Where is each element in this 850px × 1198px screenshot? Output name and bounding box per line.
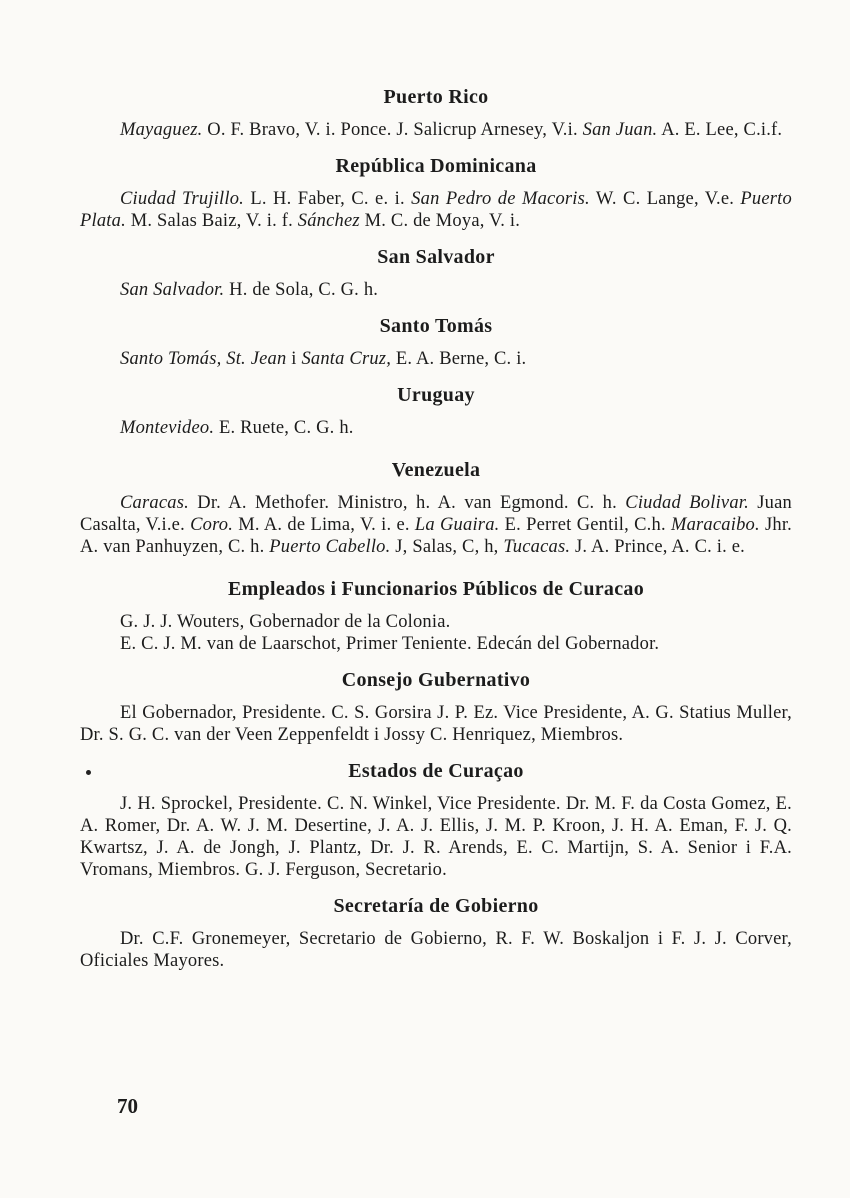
city-name: San Pedro de Macoris. xyxy=(411,189,590,209)
entry-venezuela xyxy=(80,492,792,558)
entry-empleados-edecan: E. C. J. M. van de Laarschot, Primer Teniente. Edecán del Gobernador. xyxy=(120,634,660,654)
entry-text: Dr. A. Methofer. Ministro, h. A. van Egmond. C. h. xyxy=(188,493,626,513)
entry-puerto-rico xyxy=(80,119,792,141)
city-name: Coro. xyxy=(190,515,234,535)
entry-text: W. C. Lange, V.e. xyxy=(589,189,741,209)
entry-secretaria: Dr. C.F. Gronemeyer, Secretario de Gobierno, R. F. W. Boskaljon i F. J. J. Corver, Oficiales Mayores. xyxy=(80,929,792,971)
city-name: Ciudad Trujillo. xyxy=(120,189,244,209)
city-name: La Guaira. xyxy=(414,515,500,535)
entry-text: L. H. Faber, C. e. i. xyxy=(244,189,412,209)
city-name: Santa Cruz, xyxy=(301,349,392,369)
heading-republica-dominicana: República Dominicana xyxy=(335,155,537,177)
entry-text: Jhr. A. van Panhuyzen, C. h. xyxy=(80,515,792,557)
entry-estados: J. H. Sprockel, Presidente. C. N. Winkel, Vice Presidente. Dr. M. F. da Costa Gomez, E. A. Romer, Dr. A. W. J. M. Desertine, J. A. J. Ellis, J. M. P. Kroon, J. H. A. Eman, F. J. Q. Kwartsz, J. A. de Jongh, J. Plantz, Dr. J. R. Arends, E. C. Martijn, S. A. Senior i F.A. Vromans, Miembros. G. J. Ferguson, Secretario. xyxy=(80,794,792,880)
city-name: Montevideo. xyxy=(120,418,215,438)
entry-text: E. A. Berne, C. i. xyxy=(391,349,527,369)
entry-empleados-governor: G. J. J. Wouters, Gobernador de la Colonia. xyxy=(120,612,451,632)
entry-text: H. de Sola, C. G. h. xyxy=(224,280,379,300)
entry-text: M. C. de Moya, V. i. xyxy=(359,211,521,231)
heading-consejo: Consejo Gubernativo xyxy=(341,669,531,691)
entry-text: M. A. de Lima, V. i. e. xyxy=(233,515,415,535)
page-content xyxy=(80,86,792,972)
city-name: Mayaguez. xyxy=(120,120,203,140)
city-name: Puerto Plata. xyxy=(80,189,792,231)
entry-text: i xyxy=(286,349,302,369)
city-name: Maracaibo. xyxy=(670,515,760,535)
entry-santo-tomas xyxy=(80,348,792,370)
heading-puerto-rico: Puerto Rico xyxy=(383,86,489,108)
entry-uruguay xyxy=(80,417,792,439)
heading-venezuela: Venezuela xyxy=(391,459,481,481)
heading-estados: Estados de Curaçao xyxy=(348,760,524,782)
heading-santo-tomas: Santo Tomás xyxy=(379,315,493,337)
city-name: Tucacas. xyxy=(503,537,571,557)
heading-secretaria: Secretaría de Gobierno xyxy=(333,895,539,917)
entry-text: Juan Casalta, V.i.e. xyxy=(80,493,792,535)
entry-text: J, Salas, C, h, xyxy=(390,537,504,557)
city-name: Caracas. xyxy=(120,493,189,513)
page-number: 70 xyxy=(117,1094,138,1118)
heading-empleados: Empleados i Funcionarios Públicos de Curacao xyxy=(227,578,644,600)
entry-text: M. Salas Baiz, V. i. f. xyxy=(125,211,298,231)
heading-san-salvador: San Salvador xyxy=(377,246,495,268)
entry-text: J. A. Prince, A. C. i. e. xyxy=(570,537,745,557)
city-name: Puerto Cabello. xyxy=(269,537,391,557)
entry-san-salvador xyxy=(80,279,792,301)
city-name: Ciudad Bolivar. xyxy=(625,493,749,513)
heading-uruguay: Uruguay xyxy=(397,384,475,406)
entry-text: O. F. Bravo, V. i. Ponce. J. Salicrup Arnesey, V.i. xyxy=(202,120,583,140)
entry-republica-dominicana xyxy=(80,188,792,232)
margin-dot xyxy=(86,770,91,775)
city-name: San Salvador. xyxy=(120,280,225,300)
city-name: San Juan. xyxy=(582,120,658,140)
entry-text: E. Ruete, C. G. h. xyxy=(214,418,354,438)
entry-text: E. Perret Gentil, C.h. xyxy=(499,515,671,535)
city-name: Sánchez xyxy=(297,211,360,231)
entry-consejo: El Gobernador, Presidente. C. S. Gorsira J. P. Ez. Vice Presidente, A. G. Statius Muller, Dr. S. G. C. van der Veen Zeppenfeldt i Jossy C. Henriquez, Miembros. xyxy=(80,703,792,745)
city-name: Santo Tomás, St. Jean xyxy=(120,349,287,369)
entry-text: A. E. Lee, C.i.f. xyxy=(657,120,783,140)
